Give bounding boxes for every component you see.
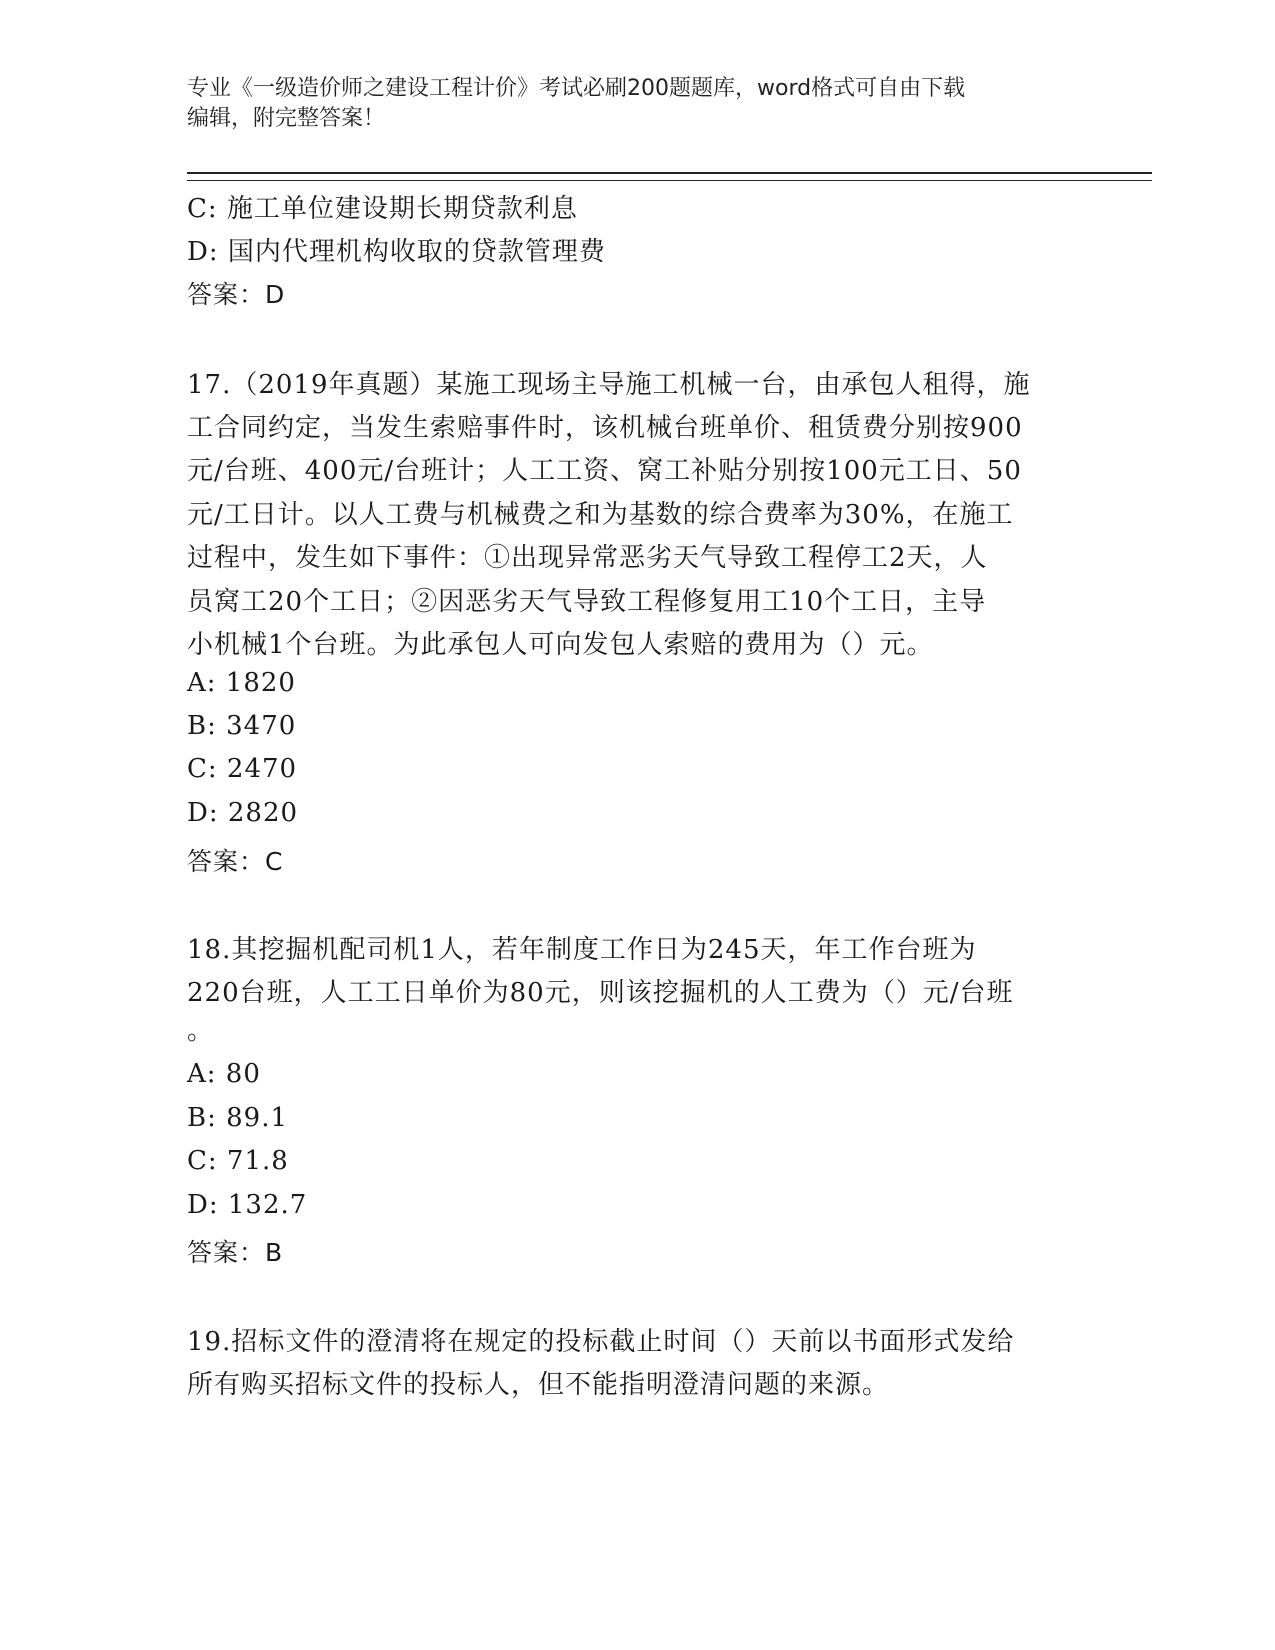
- q18-stem-line: 220台班，人工工日单价为80元，则该挖掘机的人工费为（）元/台班: [187, 978, 1014, 1008]
- q17-stem-line: 员窝工20个工日；②因恶劣天气导致工程修复用工10个工日，主导: [187, 587, 987, 617]
- q17-option-a: A: 1820: [187, 668, 296, 698]
- q18-option-c: C: 71.8: [187, 1146, 289, 1176]
- q17-stem-line: 元/工日计。以人工费与机械费之和为基数的综合费率为30%，在施工: [187, 500, 1014, 530]
- q18-stem-line: 18.其挖掘机配司机1人，若年制度工作日为245天，年工作台班为: [187, 935, 977, 965]
- q17-stem-line: 工合同约定，当发生索赔事件时，该机械台班单价、租赁费分别按900: [187, 413, 1023, 443]
- q17-option-b: B: 3470: [187, 711, 297, 741]
- q17-stem-line: 过程中，发生如下事件：①出现异常恶劣天气导致工程停工2天，人: [187, 543, 988, 573]
- q16-option-c: C: 施工单位建设期长期贷款利息: [187, 194, 578, 224]
- q16-option-d: D: 国内代理机构收取的贷款管理费: [187, 237, 606, 267]
- q18-answer: 答案：B: [187, 1238, 284, 1267]
- q17-stem-line: 17.（2019年真题）某施工现场主导施工机械一台，由承包人租得，施: [187, 370, 1031, 400]
- q19-stem-line: 所有购买招标文件的投标人，但不能指明澄清问题的来源。: [187, 1370, 890, 1400]
- q18-option-b: B: 89.1: [187, 1103, 289, 1133]
- header-divider-thin: [187, 180, 1152, 181]
- q18-stem-line: 。: [187, 1016, 215, 1046]
- q16-answer: 答案：D: [187, 280, 286, 309]
- q17-option-d: D: 2820: [187, 798, 299, 828]
- page-header: [187, 74, 1087, 134]
- header-line-2: 编辑，附完整答案！: [187, 106, 386, 131]
- q18-option-d: D: 132.7: [187, 1190, 308, 1220]
- header-divider: [187, 172, 1152, 174]
- q19-stem-line: 19.招标文件的澄清将在规定的投标截止时间（）天前以书面形式发给: [187, 1327, 1015, 1357]
- q17-option-c: C: 2470: [187, 754, 298, 784]
- q17-stem-line: 小机械1个台班。为此承包人可向发包人索赔的费用为（）元。: [187, 630, 934, 660]
- header-line-1: 专业《一级造价师之建设工程计价》考试必刷200题题库，word格式可自由下载: [187, 76, 966, 101]
- q17-stem-line: 元/台班、400元/台班计；人工工资、窝工补贴分别按100元工日、50: [187, 456, 1022, 486]
- q18-option-a: A: 80: [187, 1059, 261, 1089]
- q17-answer: 答案：C: [187, 847, 284, 876]
